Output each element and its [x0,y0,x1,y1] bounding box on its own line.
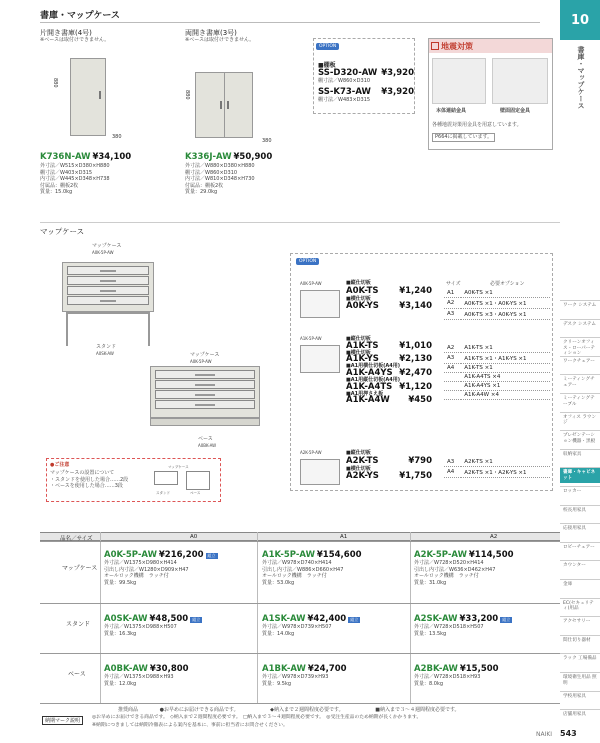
opt-header: 必要オプション [490,281,525,287]
sidebar-item[interactable]: ロッカー [560,486,600,497]
caution-title: ●ご注意 [50,462,70,468]
hinged-dim-d: 380 [112,134,122,140]
a0-items: ■縦仕切板 A0K-TS ¥1,240 ■横仕切板 A0K-YS ¥3,140 [346,280,432,311]
double-specs: 外寸法／W880×D380×H880 棚寸法／W860×D310 内寸法／W810×D348×H730 付属品：棚板2枚 質量：29.0kg [185,163,255,195]
double-note: ※ベースは取付けできません。 [185,37,255,43]
sidebar-item[interactable]: ロビーチェアー [560,542,600,553]
legend-line2: ◎お早めにお届けできる商品です。 ◇納入まで２週間程度必要です。 □納入まで３～４週間程度必要です。 ◎受注生産品のため納期が長くかかります。 [92,715,422,720]
grid-header [40,532,560,541]
a1-req-table: A2 A1K-TS ×1 A3 A1K-TS ×1・A1K-YS ×1 A4 A1K-TS ×1 A1K-A4TS ×4 A1K-A4YS ×1 A1K-A4W ×4 [444,344,550,400]
base-label-code: A0BK-AW [198,443,217,448]
mapcase-label: マップケース [92,243,122,249]
quake-title: 地震対策 [431,41,473,52]
double-code: K336J-AW [185,152,232,162]
sidebar-item[interactable]: ミーティングテーブル [560,393,600,409]
footer-brand: NAIKI [536,731,553,738]
section-rule [40,222,560,223]
stand-label-code: A0SK-AW [96,351,114,356]
legend-line3: ※納期につきましては納期冷徹表による案内を基本に、事前に担当者にお問合せください。 [92,723,288,728]
size-header: サイズ [446,281,461,287]
double-title: 両開き書庫(3号) [185,29,237,37]
hinged-cabinet-image [70,58,106,136]
grid-row-stand: スタンド A0SK-AW ¥48,500 組立 外寸法／W1375×D988×H507 質量：16.3kg A1SK-AW ¥42,400 組立 外寸法／W978×D739×H507 質量：14.0kg A2SK-AW ¥33,200 組立 外寸法／W728×D518×H507 質量：13.5kg [40,603,560,653]
sidebar-item[interactable]: カウンター [560,560,600,571]
sidebar-item[interactable]: 環境衛生用品 照明 [560,672,600,688]
quake-ref: P664に掲載しています。 [432,133,495,142]
grid-col-header: 品名／サイズ [60,536,93,542]
legend-label: 納期マーク説明 [42,716,83,725]
hinged-dim-h: 880 [52,78,58,88]
double-price: ¥50,900 [233,152,273,162]
house-icon [431,42,439,50]
header-rule [40,22,540,23]
a1-items: ■縦仕切板 A1K-TS ¥1,010 ■横仕切板 A1K-YS ¥2,130 ■A1用横仕切板(A4用) A1K-A4YS ¥2,470 ■A1用縦仕切板(A4用) A1K-A4TS ¥1,120 ■A1用押さえ板 A1K-A4W ¥450 [346,336,432,406]
mapcase-base-image [150,366,260,418]
double-product [185,152,272,162]
sidebar-item[interactable]: 店舗用家具 [560,709,600,720]
quake-image-a [432,58,486,104]
a2-items: ■縦仕切板 A2K-TS ¥790 ■横仕切板 A2K-YS ¥1,750 [346,450,432,481]
chapter-badge: 10 [560,0,600,40]
stand-legs [66,312,150,346]
sidebar-item[interactable]: 間仕切り器材 [560,635,600,646]
chapter-side-label: 書庫・マップケース [577,46,585,109]
stand-label: スタンド [96,344,117,350]
a0-pic: A0K-5P-AW [300,281,340,319]
double-cabinet-image [195,72,253,138]
quake-label-b: 壁面固定金具 [500,108,531,114]
a1-pic: A1K-5P-AW [300,336,340,374]
sidebar-item[interactable]: 収納家具 [560,449,600,460]
a2-pic: A2K-5P-AW [300,450,340,488]
sidebar-item[interactable]: 学校用家具 [560,691,600,702]
grid-row-mapcase: マップケース A0K-5P-AW ¥216,200 組立 外寸法／W1375×D980×H414 引出し内寸法／W1280×D909×H47 オールロック機構 ラッチ付 質量：99.5kg A1K-5P-AW ¥154,600 外寸法／W978×D740×H414 引出し内寸法／W886×D660×H47 オールロック機構 ラッチ付 質量：53.0kg A2K-5P-AW ¥114,500 外寸法／W728×D520×H414 引出し内寸法／W636×D462×H47 オールロック機構 ラッチ付 質量：31.0kg [40,541,560,603]
quake-label-a: 本体連結金具 [436,108,467,114]
grid-row-base: ベース A0BK-AW ¥30,800 外寸法／W1375×D988×H93 質量：12.0kg A1BK-AW ¥24,700 外寸法／W978×D739×H93 質量：9.5kg A2BK-AW ¥15,500 外寸法／W728×D518×H93 質量：8.0kg [40,653,560,704]
grid-col-a0: A0 [190,534,198,540]
sidebar-item[interactable]: ミーティングチェアー [560,374,600,390]
mapcase-label-code: A0K-5P-AW [92,250,114,255]
legend-top: 推奨商品 ●お早めにお届けできる商品です。 ◆納入まで２週間程度必要です。 ■納入まで３～４週間程度必要です。 [118,707,460,713]
a0-req-table: A1 A0K-TS ×1 A2 A0K-TS ×1・A0K-YS ×1 A3 A0K-TS ×3・A0K-YS ×1 [444,289,550,320]
hinged-specs: 外寸法／W515×D380×H880 棚寸法／W403×D315 内寸法／W445×D348×H738 付属品：棚板2枚 質量：15.0kg [40,163,110,195]
hinged-price: ¥34,100 [92,152,132,162]
shelf-option-label: ■棚板 [318,62,336,69]
shelf-option-tag: OPTION [316,43,339,50]
sidebar-item[interactable]: EC(セキュリティ)用品 [560,598,600,614]
hinged-product [40,152,131,162]
sidebar-item[interactable]: オフィス ラウンジ [560,412,600,428]
mapcase2-label: マップケース [190,352,220,358]
quake-image-b [492,58,548,104]
page-title: 書庫・マップケース [40,11,120,21]
hinged-title: 片開き書庫(4号) [40,29,92,37]
sidebar-item[interactable]: クリーンオフィス・ローパーティション [560,337,600,359]
grid-col-a1: A1 [340,534,348,540]
double-dim-d: 380 [262,138,272,144]
sidebar-item[interactable]: ワークチェアー [560,356,600,367]
hinged-code: K736N-AW [40,152,91,162]
shelf-option-item-1: SS-D320-AW ¥3,920 棚寸法／W860×D310 [318,68,414,84]
sidebar-item[interactable]: ラック 工場備品 [560,653,600,664]
sidebar-item[interactable]: 校長用家具 [560,505,600,516]
quake-note: 各種地震対策用金具を用意しています。 [432,122,522,128]
hinged-note: ※ベースは取付けできません。 [40,37,110,43]
shelf-option-item-2: SS-K73-AW ¥3,920 棚寸法／W483×D315 [318,87,414,103]
footer-page: 543 [560,729,577,738]
caution-diagram: マップケース スタンド ベース [150,464,216,496]
base-image [150,418,260,426]
mapcase2-label-code: A0K-5P-AW [190,359,212,364]
sidebar-item[interactable]: 金庫 [560,579,600,590]
base-label: ベース [198,436,213,442]
sidebar-item[interactable]: 応接用家具 [560,523,600,534]
sidebar-item[interactable]: デスク システム [560,319,600,330]
sidebar-item[interactable]: ワーク システム [560,300,600,311]
sidebar-item[interactable]: アクセサリー [560,616,600,627]
sidebar-item[interactable]: プレゼンテーション機器・黒板 [560,430,600,446]
mapcase-title: マップケース [40,227,85,236]
double-dim-h: 880 [184,90,190,100]
caution-text: マップケースの設置について ・スタンドを使用した場合……2段 ・ベースを使用した場合……3段 [50,470,129,489]
sidebar-item[interactable]: 書庫・キャビネット [560,467,600,483]
mapcase-stand-image [62,262,154,312]
partition-option-tag: OPTION [296,258,319,265]
a2-req-table: A3 A2K-TS ×1 A4 A2K-TS ×1・A2K-YS ×1 [444,458,550,478]
grid-col-a2: A2 [490,534,498,540]
